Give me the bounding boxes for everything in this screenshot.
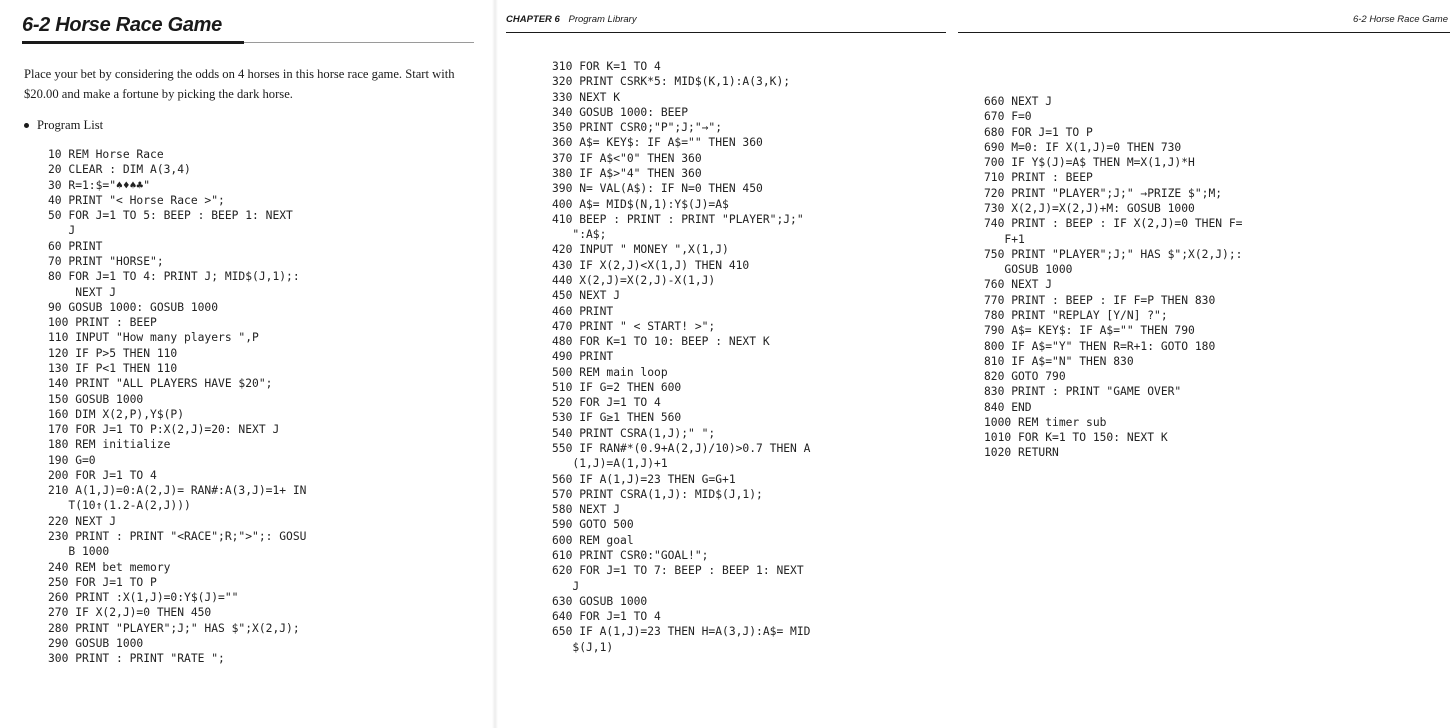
code-listing-middle: 310 FOR K=1 TO 4 320 PRINT CSRK*5: MID$(K,1):A(3,K); 330 NEXT K 340 GOSUB 1000: BEEP 350 PRINT CSR0;"P";J;"→"; 360 A$= KEY$: IF A$="" THEN 360 370 IF A$<"0" THEN 360 380 IF A$>"4" THEN 360 390 N= VAL(A$): IF N=0 THEN 450 400 A$= MID$(N,1):Y$(J)=A$ 410 BEEP : PRINT : PRINT "PLAYER";J;" ":A$; 420 INPUT " MONEY ",X(1,J) 430 IF X(2,J)<X(1,J) THEN 410 440 X(2,J)=X(2,J)-X(1,J) 450 NEXT J 460 PRINT 470 PRINT " < START! >"; 480 FOR K=1 TO 10: BEEP : NEXT K 490 PRINT 500 REM main loop 510 IF G=2 THEN 600 520 FOR J=1 TO 4 530 IF G≥1 THEN 560 540 PRINT CSRA(1,J);" "; 550 IF RAN#*(0.9+A(2,J)/10)>0.7 THEN A (1,J)=A(1,J)+1 560 IF A(1,J)=23 THEN G=G+1 570 PRINT CSRA(1,J): MID$(J,1); 580 NEXT J 590 GOTO 500 600 REM goal 610 PRINT CSR0:"GOAL!"; 620 FOR J=1 TO 7: BEEP : BEEP 1: NEXT J 630 GOSUB 1000 640 FOR J=1 TO 4 650 IF A(1,J)=23 THEN H=A(3,J):A$= MID $(J,1) xyxy=(552,60,811,654)
program-list-heading xyxy=(24,118,103,133)
left-page xyxy=(0,0,490,728)
chapter-header-title: Program Library xyxy=(568,14,637,25)
bullet-icon xyxy=(24,123,29,128)
page-gutter xyxy=(492,0,498,728)
header-rule-left xyxy=(506,32,946,33)
chapter-header xyxy=(506,14,637,25)
header-rule-right xyxy=(958,32,1450,33)
code-listing-left: 10 REM Horse Race 20 CLEAR : DIM A(3,4) 30 R=1:$="♠♦♠♣" 40 PRINT "< Horse Race >"; 50 FOR J=1 TO 5: BEEP : BEEP 1: NEXT J 60 PRINT 70 PRINT "HORSE"; 80 FOR J=1 TO 4: PRINT J; MID$(J,1);: NEXT J 90 GOSUB 1000: GOSUB 1000 100 PRINT : BEEP 110 INPUT "How many players ",P 120 IF P>5 THEN 110 130 IF P<1 THEN 110 140 PRINT "ALL PLAYERS HAVE $20"; 150 GOSUB 1000 160 DIM X(2,P),Y$(P) 170 FOR J=1 TO P:X(2,J)=20: NEXT J 180 REM initialize 190 G=0 200 FOR J=1 TO 4 210 A(1,J)=0:A(2,J)= RAN#:A(3,J)=1+ IN T(10↑(1.2-A(2,J))) 220 NEXT J 230 PRINT : PRINT "<RACE";R;">";: GOSU B 1000 240 REM bet memory 250 FOR J=1 TO P 260 PRINT :X(1,J)=0:Y$(J)="" 270 IF X(2,J)=0 THEN 450 280 PRINT "PLAYER";J;" HAS $";X(2,J); 290 GOSUB 1000 300 PRINT : PRINT "RATE "; xyxy=(48,148,307,666)
intro-paragraph: Place your bet by considering the odds on 4 horses in this horse race game. Start with $20.00 and make a fortune by picking the dark horse. xyxy=(24,67,455,101)
section-title: 6-2 Horse Race Game xyxy=(22,14,222,36)
title-rule-thick xyxy=(22,41,244,44)
chapter-header-number: CHAPTER 6 xyxy=(506,14,560,25)
title-rule-thin xyxy=(244,42,474,43)
program-list-label: Program List xyxy=(37,118,104,132)
page-header-right: 6-2 Horse Race Game xyxy=(1352,14,1448,25)
code-listing-right: 660 NEXT J 670 F=0 680 FOR J=1 TO P 690 M=0: IF X(1,J)=0 THEN 730 700 IF Y$(J)=A$ THEN M=X(1,J)*H 710 PRINT : BEEP 720 PRINT "PLAYER";J;" →PRIZE $";M; 730 X(2,J)=X(2,J)+M: GOSUB 1000 740 PRINT : BEEP : IF X(2,J)=0 THEN F= F+1 750 PRINT "PLAYER";J;" HAS $";X(2,J);: GOSUB 1000 760 NEXT J 770 PRINT : BEEP : IF F=P THEN 830 780 PRINT "REPLAY [Y/N] ?"; 790 A$= KEY$: IF A$="" THEN 790 800 IF A$="Y" THEN R=R+1: GOTO 180 810 IF A$="N" THEN 830 820 GOTO 790 830 PRINT : PRINT "GAME OVER" 840 END 1000 REM timer sub 1010 FOR K=1 TO 150: NEXT K 1020 RETURN xyxy=(984,95,1243,460)
